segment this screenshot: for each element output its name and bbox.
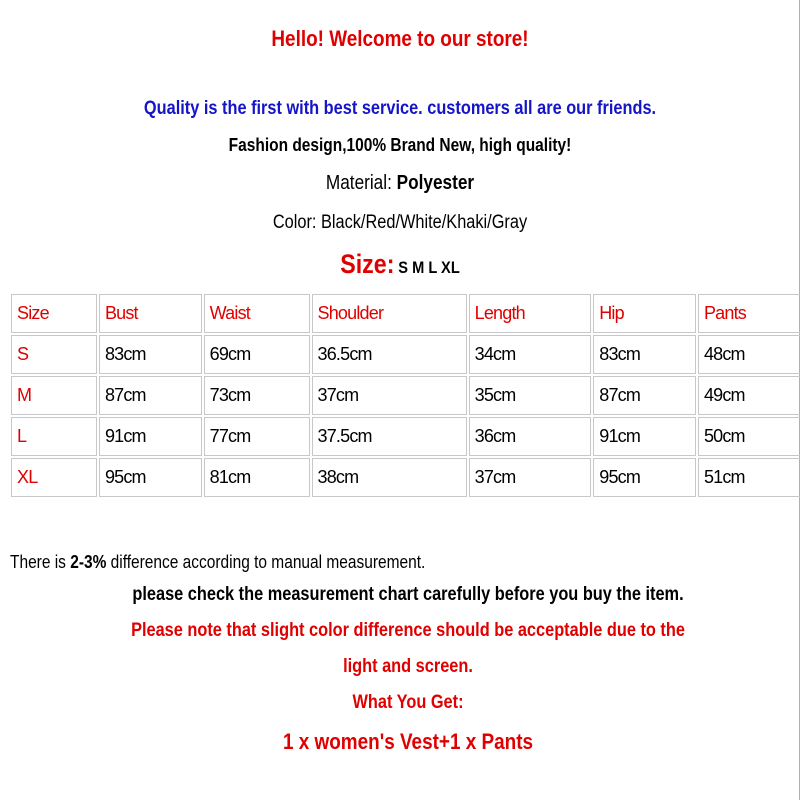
size-label: Size: — [340, 249, 395, 279]
table-row — [11, 458, 800, 497]
table-cell: 91cm — [99, 417, 202, 456]
table-cell: 37.5cm — [312, 417, 467, 456]
table-cell: 87cm — [99, 376, 202, 415]
table-cell: 50cm — [698, 417, 800, 456]
quality-slogan: Quality is the first with best service. customers all are our friends. — [143, 98, 657, 119]
table-cell: 91cm — [593, 417, 696, 456]
table-cell: 34cm — [469, 335, 592, 374]
table-cell: 83cm — [593, 335, 696, 374]
measurement-difference-note — [10, 552, 425, 573]
table-row — [11, 417, 800, 456]
table-header-cell: Waist — [204, 294, 310, 333]
diff-prefix: There is — [10, 552, 71, 572]
table-cell: 77cm — [204, 417, 310, 456]
table-cell: 36.5cm — [312, 335, 467, 374]
table-header-cell: Size — [11, 294, 97, 333]
table-header-cell: Pants — [698, 294, 800, 333]
table-cell: 95cm — [99, 458, 202, 497]
color-difference-note: Please note that slight color difference should be acceptable due to the — [131, 620, 685, 641]
color-difference-note-2: light and screen. — [343, 656, 473, 677]
table-cell: 95cm — [593, 458, 696, 497]
welcome-heading: Hello! Welcome to our store! — [271, 26, 529, 51]
table-cell: 87cm — [593, 376, 696, 415]
table-cell: L — [11, 417, 97, 456]
check-chart-note: please check the measurement chart carefully before you buy the item. — [132, 584, 684, 605]
table-cell: S — [11, 335, 97, 374]
material-label: Material: — [325, 172, 392, 194]
table-cell: 83cm — [99, 335, 202, 374]
table-cell: 51cm — [698, 458, 800, 497]
table-cell: XL — [11, 458, 97, 497]
size-line — [56, 249, 744, 280]
table-cell: 37cm — [312, 376, 467, 415]
table-cell: 35cm — [469, 376, 592, 415]
table-header-cell: Shoulder — [312, 294, 467, 333]
material-line — [56, 172, 744, 195]
table-cell: 81cm — [204, 458, 310, 497]
package-contents: 1 x women's Vest+1 x Pants — [282, 729, 534, 754]
size-chart-table — [9, 292, 800, 499]
table-cell: 37cm — [469, 458, 592, 497]
table-row — [11, 335, 800, 374]
material-value: Polyester — [396, 172, 475, 194]
size-values: S M L XL — [398, 258, 460, 277]
table-cell: 49cm — [698, 376, 800, 415]
table-header-row — [11, 294, 800, 333]
table-header-cell: Length — [469, 294, 592, 333]
table-header-cell: Hip — [593, 294, 696, 333]
table-cell: 48cm — [698, 335, 800, 374]
fashion-line: Fashion design,100% Brand New, high quality! — [228, 135, 572, 155]
table-header-cell: Bust — [99, 294, 202, 333]
table-cell: 36cm — [469, 417, 592, 456]
table-cell: 69cm — [204, 335, 310, 374]
what-you-get-heading: What You Get: — [352, 692, 464, 713]
diff-suffix: difference according to manual measurement. — [106, 552, 426, 572]
color-line: Color: Black/Red/White/Khaki/Gray — [272, 212, 528, 233]
diff-value: 2-3% — [70, 552, 107, 572]
table-cell: 73cm — [204, 376, 310, 415]
table-row — [11, 376, 800, 415]
table-cell: 38cm — [312, 458, 467, 497]
table-cell: M — [11, 376, 97, 415]
